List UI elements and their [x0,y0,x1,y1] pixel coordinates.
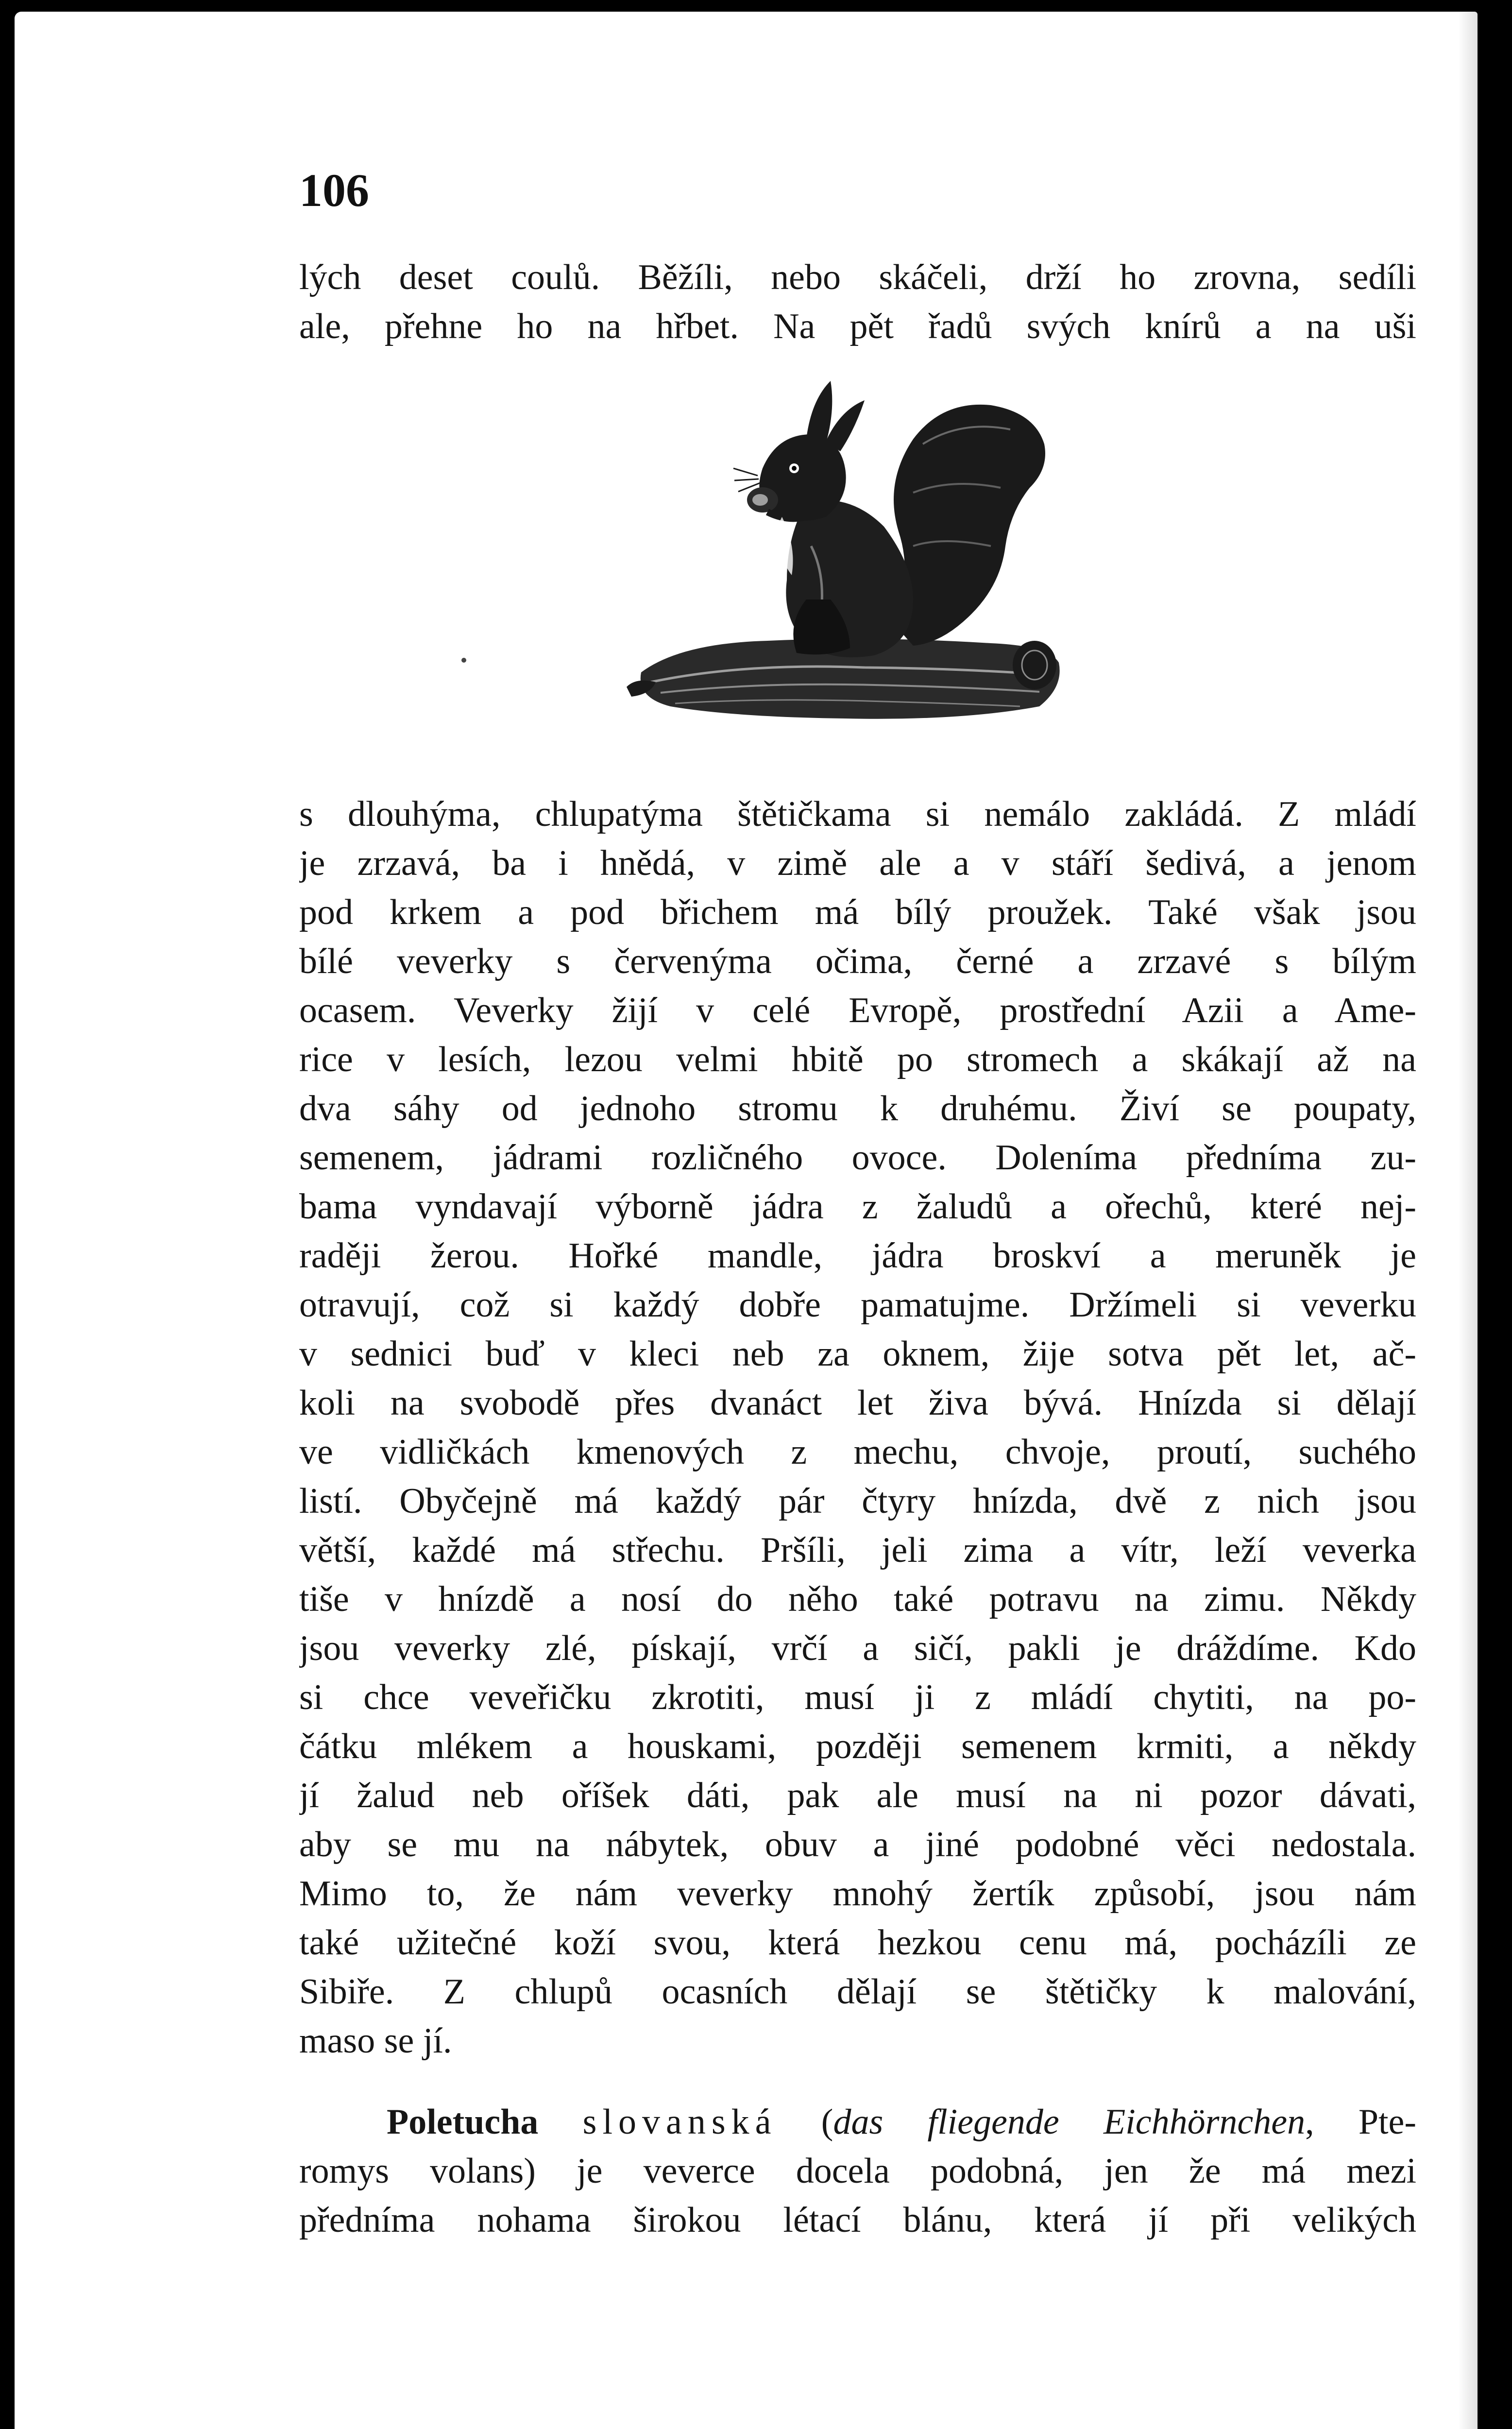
text-line: ale, přehne ho na hřbet. Na pět řadů svých knírů a na uši [299,307,1416,346]
scan-edge-mark [0,2127,15,2136]
text-line: čátku mlékem a houskami, později semenem krmiti, a někdy [299,1727,1416,1766]
text-line: jsou veverky zlé, pískají, vrčí a sičí, pakli je dráždíme. Kdo [299,1628,1416,1668]
paper-speck [461,658,466,663]
text-line: si chce veveřičku zkrotiti, musí ji z mládí chytiti, na po- [299,1677,1416,1717]
paren-open: ( [821,2102,833,2142]
text-line: tiše v hnízdě a nosí do něho také potravu na zimu. Někdy [299,1579,1416,1619]
text-line: v sednici buď v kleci neb za oknem, žije sotva pět let, ač- [299,1334,1416,1374]
german-name: das fliegende Eichhörnchen [833,2102,1306,2142]
text-line: koli na svobodě přes dvanáct let živa bývá. Hnízda si dělají [299,1383,1416,1423]
text-line: ve vidličkách kmenových z mechu, chvoje, proutí, suchého [299,1432,1416,1472]
text-line: s dlouhýma, chlupatýma štětičkama si nemálo zakládá. Z mládí [299,794,1416,834]
text-line: ocasem. Veverky žijí v celé Evropě, prostřední Azii a Ame- [299,991,1416,1030]
text-line: bama vyndavají výborně jádra z žaludů a ořechů, které nej- [299,1187,1416,1227]
text-line: Mimo to, že nám veverky mnohý žertík způsobí, jsou nám [299,1874,1416,1914]
line-rest: , Pte- [1305,2102,1416,2142]
text-line: otravují, což si každý dobře pamatujme. Držímeli si veverku [299,1285,1416,1325]
text-line: rice v lesích, lezou velmi hbitě po stromech a skákají až na [299,1040,1416,1079]
main-paragraph [299,790,1416,2066]
page-edge-shadow [1458,12,1478,2429]
text-line: je zrzavá, ba i hnědá, v zimě ale a v stáří šedivá, a jenom [299,843,1416,883]
text-line: větší, každé má střechu. Pršíli, jeli zima a vítr, leží veverka [299,1530,1416,1570]
text-line: maso se jí. [299,2021,452,2061]
text-line: listí. Obyčejně má každý pár čtyry hnízda, dvě z nich jsou [299,1481,1416,1521]
text-line: předníma nohama širokou létací blánu, která jí při velikých [299,2200,1416,2240]
text-line: pod krkem a pod břichem má bílý proužek. Také však jsou [299,892,1416,932]
text-line: jí žalud neb oříšek dáti, pak ale musí na ni pozor dávati, [299,1776,1416,1815]
text-line: raději žerou. Hořké mandle, jádra broskví a meruněk je [299,1236,1416,1276]
second-paragraph [299,2098,1416,2245]
text-line: dva sáhy od jednoho stromu k druhému. Živí se poupaty, [299,1089,1416,1129]
text-line: také užitečné koží svou, která hezkou cenu má, pocházíli ze [299,1923,1416,1963]
squirrel-engraving-icon [622,371,1083,770]
text-line: Sibiře. Z chlupů ocasních dělají se štětičky k malování, [299,1972,1416,2012]
top-text-block [299,253,1416,351]
text-line: semenem, jádrami rozličného ovoce. Doleníma předníma zu- [299,1138,1416,1178]
text-line-first [299,2098,1416,2147]
page-number: 106 [299,164,369,216]
text-line: romys volans) je veverce docela podobná, jen že má mezi [299,2151,1416,2191]
term-slovanska: slovanská [582,2102,777,2142]
book-page [15,12,1478,2429]
text-line: aby se mu na nábytek, obuv a jiné podobné věci nedostala. [299,1825,1416,1865]
text-line: bílé veverky s červenýma očima, černé a zrzavé s bílým [299,941,1416,981]
text-line: lých deset coulů. Běžíli, nebo skáčeli, drží ho zrovna, sedíli [299,257,1416,297]
term-poletucha: Poletucha [387,2102,539,2142]
